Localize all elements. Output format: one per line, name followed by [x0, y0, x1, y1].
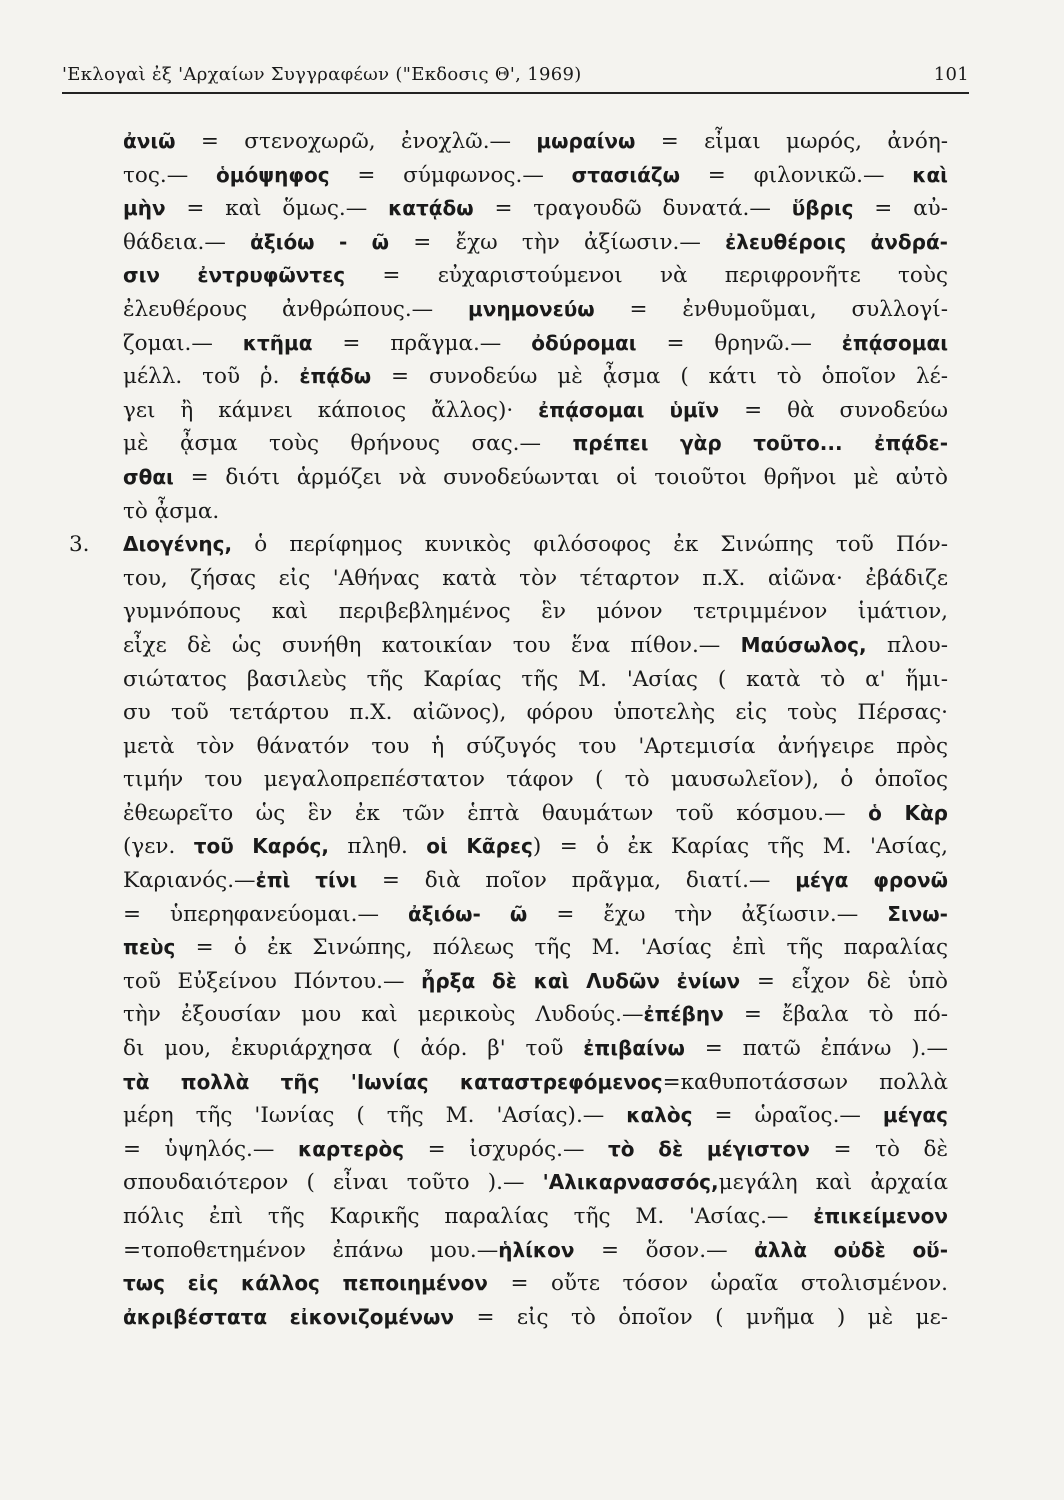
gloss-text: = ἰσχυρός.—: [404, 1136, 609, 1162]
header-title: 'Εκλογαὶ ἐξ 'Αρχαίων Συγγραφέων ("Εκδοσις Θ', 1969): [62, 64, 582, 85]
text-line: [123, 1166, 948, 1200]
text-line: [123, 1099, 948, 1133]
running-header: [62, 60, 969, 94]
gloss-text: = αὐ-: [853, 196, 948, 222]
headword: μνημονεύω: [468, 296, 595, 321]
gloss-text: (γεν.: [123, 834, 194, 860]
gloss-text: τος.—: [123, 162, 216, 188]
headword: πεὺς: [123, 935, 176, 960]
gloss-text: ὁ περίφημος κυνικὸς φιλόσοφος ἐκ Σινώπης τοῦ Πόν-: [232, 532, 948, 558]
headword: ἐπέβην: [643, 1002, 724, 1027]
headword: καρτερὸς: [297, 1136, 405, 1161]
headword: τὸ δὲ μέγιστον: [608, 1136, 810, 1161]
text-line: [123, 1234, 948, 1268]
text-line: [123, 562, 948, 596]
text-line: [123, 998, 948, 1032]
gloss-text: ἐθεωρεῖτο ὡς ἓν ἐκ τῶν ἑπτὰ θαυμάτων τοῦ κόσμου.—: [123, 800, 869, 826]
text-line: [123, 965, 948, 999]
body-text: [69, 125, 949, 1334]
headword: οἱ Κᾶρες: [426, 834, 533, 859]
text-line: [123, 1133, 948, 1167]
page-number: 101: [933, 64, 969, 85]
headword: ὕβρις: [791, 196, 854, 221]
text-line: [123, 159, 948, 193]
text-line: [123, 1200, 948, 1234]
headword: κτῆμα: [242, 330, 313, 355]
gloss-text: πληθ.: [329, 834, 427, 860]
text-line: [123, 595, 948, 629]
headword: Μαύσωλος,: [740, 632, 867, 657]
headword: ἀκριβέστατα εἰκονιζομένων: [123, 1304, 454, 1329]
headword: ἀλλὰ οὐδὲ οὕ-: [754, 1237, 948, 1262]
gloss-text: = ἔχω τὴν ἀξίωσιν.—: [389, 229, 726, 255]
text-line: [123, 360, 948, 394]
headword: ἐπᾴσομαι: [841, 330, 949, 355]
headword: κατᾴδω: [388, 196, 474, 221]
text-line: [123, 1066, 948, 1100]
headword: στασιάζω: [571, 162, 681, 187]
gloss-text: μέρη τῆς 'Ιωνίας ( τῆς Μ. 'Ασίας).—: [123, 1103, 627, 1129]
headword: ἦρξα δὲ καὶ Λυδῶν ἐνίων: [421, 968, 741, 993]
text-line: [123, 797, 948, 831]
text-line: [123, 1267, 948, 1301]
text-line: [123, 629, 948, 663]
gloss-text: τοῦ Εὐξείνου Πόντου.—: [123, 968, 422, 994]
gloss-text: πόλις ἐπὶ τῆς Καρικῆς παραλίας τῆς Μ. 'Ασίας.—: [123, 1204, 814, 1229]
gloss-text: = εὐχαριστούμενοι νὰ περιφρονῆτε τοὺς: [345, 263, 948, 289]
text-line: [123, 461, 948, 495]
headword: τὰ πολλὰ τῆς 'Ιωνίας καταστρεφόμενος: [123, 1069, 663, 1094]
text-line: [123, 763, 948, 797]
gloss-text: τὸ ᾆσμα.: [123, 498, 220, 524]
gloss-text: = ἐνθυμοῦμαι, συλλογί-: [594, 296, 948, 322]
gloss-text: =τοποθετημένον ἐπάνω μου.—: [123, 1237, 499, 1263]
gloss-text: Καριανός.—: [123, 868, 256, 894]
gloss-text: = τὸ δὲ: [809, 1136, 948, 1162]
gloss-text: = ὁ ἐκ Σινώπης, πόλεως τῆς Μ. 'Ασίας ἐπὶ τῆς παραλίας: [175, 935, 948, 961]
text-line: [123, 1032, 948, 1066]
gloss-text: ) = ὁ ἐκ Καρίας τῆς Μ. 'Ασίας,: [532, 834, 948, 860]
gloss-text: μετὰ τὸν θάνατόν του ἡ σύζυγός του 'Αρτεμισία ἀνήγειρε πρὸς: [123, 733, 948, 759]
headword: τως εἰς κάλλος πεποιημένον: [123, 1271, 488, 1296]
headword: ἀξιόω - ῶ: [250, 229, 390, 254]
headword: μὴν: [123, 196, 166, 221]
gloss-text: γει ἢ κάμνει κάποιος ἄλλος)·: [123, 397, 539, 423]
gloss-text: = διότι ἁρμόζει νὰ συνοδεύωνται οἱ τοιοῦτοι θρῆνοι μὲ αὐτὸ: [173, 464, 948, 490]
gloss-text: σπουδαιότερον ( εἶναι τοῦτο ).—: [123, 1170, 543, 1196]
headword: ἐλευθέροις ἀνδρά-: [725, 229, 948, 254]
gloss-text: σιώτατος βασιλεὺς τῆς Καρίας τῆς Μ. 'Ασίας ( κατὰ τὸ α' ἥμι-: [123, 666, 948, 692]
gloss-text: τιμήν του μεγαλοπρεπέστατον τάφον ( τὸ μαυσωλεῖον), ὁ ὁποῖος: [123, 767, 948, 793]
headword: μωραίνω: [536, 129, 636, 153]
headword: ἀξιόω- ῶ: [407, 901, 528, 926]
gloss-text: = εἰς τὸ ὁποῖον ( μνῆμα ) μὲ με-: [454, 1304, 948, 1330]
gloss-text: = ἔχω τὴν ἀξίωσιν.—: [527, 901, 888, 927]
text-line: [123, 730, 948, 764]
gloss-text: = οὔτε τόσον ὡραῖα στολισμένον.: [487, 1271, 948, 1297]
gloss-text: = ὅσον.—: [574, 1237, 755, 1263]
gloss-text: = θρηνῶ.—: [636, 330, 842, 356]
gloss-text: = τραγουδῶ δυνατά.—: [473, 196, 792, 222]
text-line: [123, 830, 948, 864]
headword: σιν ἐντρυφῶντες: [123, 263, 346, 288]
gloss-text: γυμνόπους καὶ περιβεβλημένος ἓν μόνον τετριμμένον ἱμάτιον,: [123, 599, 948, 625]
text-line: [123, 696, 948, 730]
gloss-text: δι μου, ἐκυριάρχησα ( ἀόρ. β' τοῦ: [123, 1036, 584, 1062]
headword: ὁ Κὰρ: [868, 800, 948, 825]
text-line: [123, 663, 948, 697]
gloss-text: = εἶχον δὲ ὑπὸ: [740, 968, 948, 994]
gloss-text: εἶχε δὲ ὡς συνήθη κατοικίαν του ἕνα πίθον.—: [123, 632, 741, 658]
gloss-text: = διὰ ποῖον πρᾶγμα, διατί.—: [357, 868, 796, 894]
gloss-text: = ὑπερηφανεύομαι.—: [123, 901, 408, 927]
gloss-text: μὲ ᾆσμα τοὺς θρήνους σας.—: [123, 431, 573, 457]
headword: ἐπιβαίνω: [583, 1036, 685, 1061]
headword: Διογένης,: [123, 532, 233, 557]
text-line: [123, 259, 948, 293]
gloss-text: συ τοῦ τετάρτου π.Χ. αἰῶνος), φόρου ὑποτελὴς εἰς τοὺς Πέρσας·: [123, 700, 948, 726]
headword: ὁμόψηφος: [216, 162, 330, 187]
text-line: [123, 192, 948, 226]
headword: ἡλίκον: [498, 1237, 575, 1262]
text-line: [123, 226, 948, 260]
gloss-text: θάδεια.—: [123, 229, 251, 255]
gloss-text: = στενοχωρῶ, ἐνοχλῶ.—: [175, 129, 537, 154]
text-line: [123, 864, 948, 898]
headword: μέγας: [882, 1103, 948, 1128]
text-line: [123, 528, 948, 562]
gloss-text: = ὡραῖος.—: [692, 1103, 883, 1129]
headword: ὀδύρομαι: [531, 330, 637, 355]
text-line: [123, 394, 948, 428]
gloss-text: = φιλονικῶ.—: [680, 162, 913, 188]
gloss-text: = ὑψηλός.—: [123, 1136, 298, 1162]
headword: καλὸς: [626, 1103, 693, 1128]
text-line: [123, 293, 948, 327]
gloss-text: = θὰ συνοδεύω: [719, 397, 948, 423]
headword: ἐπᾴσομαι ὑμῖν: [538, 397, 720, 422]
headword: τοῦ Καρός,: [193, 834, 330, 859]
headword: ἐπικείμενον: [813, 1204, 948, 1228]
headword: Σινω-: [887, 901, 948, 926]
gloss-text: = ἔβαλα τὸ πό-: [723, 1002, 948, 1028]
gloss-text: πλου-: [866, 632, 948, 658]
headword: μέγα φρονῶ: [795, 868, 948, 893]
gloss-text: = εἶμαι μωρός, ἀνόη-: [635, 129, 948, 154]
gloss-text: = πατῶ ἐπάνω ).—: [684, 1036, 948, 1062]
headword: 'Αλικαρνασσός,: [542, 1170, 719, 1195]
gloss-text: μέλλ. τοῦ ῥ.: [123, 364, 300, 390]
headword: καὶ: [912, 162, 948, 187]
text-line: [123, 898, 948, 932]
headword: ἀνιῶ: [123, 129, 176, 153]
gloss-text: = σύμφωνος.—: [329, 162, 572, 188]
gloss-text: = καὶ ὅμως.—: [165, 196, 389, 222]
headword: σθαι: [123, 464, 174, 489]
gloss-text: ἐλευθέρους ἀνθρώπους.—: [123, 296, 468, 322]
text-line: [123, 495, 948, 529]
headword: ἐπᾴδω: [299, 364, 372, 389]
gloss-text: ζομαι.—: [123, 330, 243, 356]
text-line: [123, 1301, 948, 1335]
gloss-text: =καθυποτάσσων πολλὰ: [662, 1069, 948, 1095]
section-number: 3.: [69, 532, 90, 558]
text-line: [123, 931, 948, 965]
gloss-text: του, ζήσας εἰς 'Αθήνας κατὰ τὸν τέταρτον π.Χ. αἰῶνα· ἐβάδιζε: [123, 565, 948, 591]
gloss-text: = συνοδεύω μὲ ᾆσμα ( κάτι τὸ ὁποῖον λέ-: [371, 364, 948, 390]
gloss-text: τὴν ἐξουσίαν μου καὶ μερικοὺς Λυδούς.—: [123, 1002, 644, 1028]
gloss-text: μεγάλη καὶ ἀρχαία: [718, 1170, 948, 1196]
headword: ἐπὶ τίνι: [255, 868, 358, 893]
gloss-text: = πρᾶγμα.—: [312, 330, 532, 356]
text-line: [123, 327, 948, 361]
headword: πρέπει γὰρ τοῦτο... ἐπᾴδε-: [572, 431, 948, 456]
text-line: [123, 125, 948, 159]
text-line: [123, 427, 948, 461]
